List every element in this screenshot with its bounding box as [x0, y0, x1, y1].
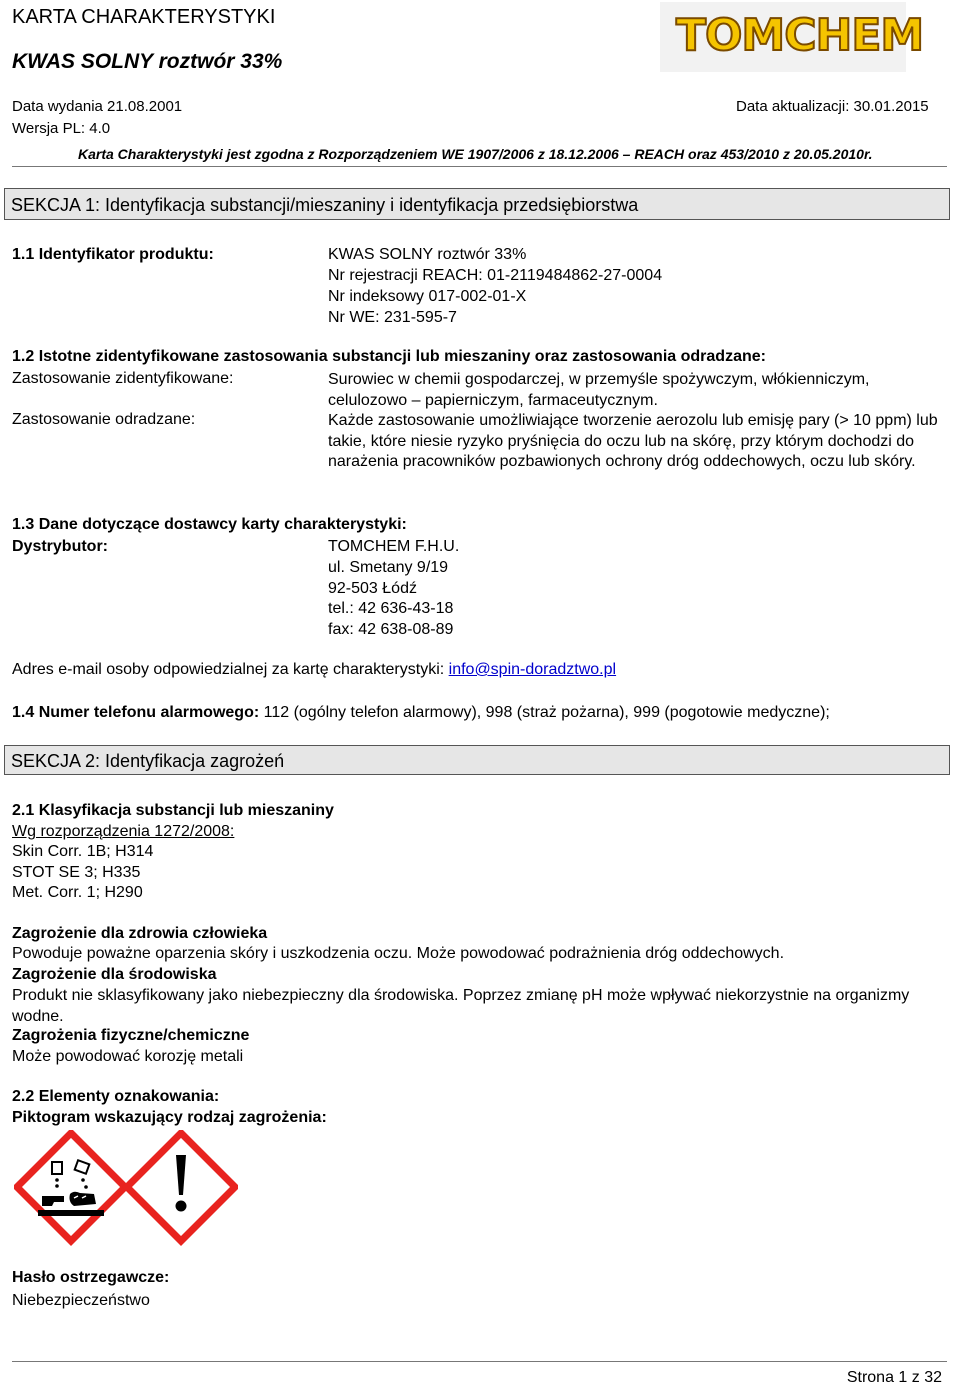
s11-reach-number: Nr rejestracji REACH: 01-2119484862-27-0004 — [328, 267, 663, 284]
s21-regulation: Wg rozporządzenia 1272/2008: — [12, 823, 235, 840]
s12-advised-against-label: Zastosowanie odradzane: — [12, 411, 196, 428]
version: Wersja PL: 4.0 — [12, 120, 111, 137]
s13-email-label: Adres e-mail osoby odpowiedzialnej za kartę charakterystyki: — [12, 661, 449, 678]
s22-signal-label: Hasło ostrzegawcze: — [12, 1269, 170, 1286]
hazard-pictograms — [14, 1130, 238, 1251]
s21-heading: 2.1 Klasyfikacja substancji lub mieszaniny — [12, 802, 334, 819]
s11-ec-number: Nr WE: 231-595-7 — [328, 309, 457, 326]
s21-class-metal: Met. Corr. 1; H290 — [12, 884, 143, 901]
s22-heading: 2.2 Elementy oznakowania: — [12, 1088, 220, 1105]
s12-heading: 1.2 Istotne zidentyfikowane zastosowania substancji lub mieszaniny oraz zastosowania odradzane: — [12, 348, 766, 365]
s11-label: 1.1 Identyfikator produktu: — [12, 246, 214, 263]
s13-heading: 1.3 Dane dotyczące dostawcy karty charakterystyki: — [12, 516, 407, 533]
company-logo — [660, 2, 924, 72]
s11-product-name: KWAS SOLNY roztwór 33% — [328, 246, 527, 263]
header-divider — [12, 166, 947, 167]
section-2-heading-text: SEKCJA 2: Identyfikacja zagrożeń — [11, 751, 285, 771]
footer-divider — [12, 1361, 947, 1362]
s22-signal-word: Niebezpieczeństwo — [12, 1292, 150, 1309]
exclamation-icon — [127, 1133, 235, 1241]
s21-phys-text: Może powodować korozję metali — [12, 1048, 244, 1065]
s13-street: ul. Smetany 9/19 — [328, 559, 449, 576]
s21-class-stot: STOT SE 3; H335 — [12, 864, 141, 881]
section-1-heading-text: SEKCJA 1: Identyfikacja substancji/mieszaniny i identyfikacja przedsiębiorstwa — [11, 195, 639, 215]
s21-env-text: Produkt nie sklasyfikowany jako niebezpieczny dla środowiska. Poprzez zmianę pH może wpływać niekorzystnie na organizmy wodne. — [12, 987, 910, 1025]
s12-advised-against-text: Każde zastosowanie umożliwiające tworzenie aerozolu lub emisję pary (> 10 ppm) lub takie, które niesie ryzyko pryśnięcia do oczu lub na skórę, przy którym dochodzi do narażenia pracowników pozbawionych ochrony dróg oddechowych, oczu lub skóry. — [328, 412, 938, 470]
s13-distributor-label: Dystrybutor: — [12, 538, 109, 555]
product-title: KWAS SOLNY roztwór 33% — [12, 50, 283, 73]
regulation-note: Karta Charakterystyki jest zgodna z Rozporządzeniem WE 1907/2006 z 18.12.2006 – REACH oraz 453/2010 z 20.05.2010r. — [78, 146, 873, 162]
section-2-heading — [4, 745, 950, 775]
corrosion-icon — [17, 1133, 125, 1241]
s11-index-number: Nr indeksowy 017-002-01-X — [328, 288, 527, 305]
s13-email-row — [12, 661, 616, 679]
email-link[interactable]: info@spin-doradztwo.pl — [448, 661, 617, 678]
s13-phone: tel.: 42 636-43-18 — [328, 600, 454, 617]
document-type: KARTA CHARAKTERYSTYKI — [12, 6, 276, 28]
s21-health-heading: Zagrożenie dla zdrowia człowieka — [12, 925, 268, 942]
s13-city: 92-503 Łódź — [328, 580, 417, 597]
s14-row — [12, 704, 830, 722]
page-number: Strona 1 z 32 — [846, 1369, 942, 1386]
s22-pictogram-label: Piktogram wskazujący rodzaj zagrożenia: — [12, 1109, 327, 1126]
issue-date: Data wydania 21.08.2001 — [12, 98, 183, 115]
s21-env-heading: Zagrożenie dla środowiska — [12, 966, 217, 983]
s13-company-name: TOMCHEM F.H.U. — [328, 538, 460, 555]
s21-phys-heading: Zagrożenia fizyczne/chemiczne — [12, 1027, 250, 1044]
s14-label: 1.4 Numer telefonu alarmowego: — [12, 704, 260, 721]
s13-fax: fax: 42 638-08-89 — [328, 621, 454, 638]
s12-identified-label: Zastosowanie zidentyfikowane: — [12, 370, 234, 387]
logo-text: TOMCHEM — [676, 10, 924, 61]
update-date: Data aktualizacji: 30.01.2015 — [736, 98, 929, 115]
section-1-heading — [4, 188, 950, 220]
s12-identified-text: Surowiec w chemii gospodarczej, w przemyśle spożywczym, włókienniczym, celulozowo – papierniczym, farmaceutycznym. — [328, 371, 870, 409]
s14-text: 112 (ogólny telefon alarmowy), 998 (straż pożarna), 999 (pogotowie medyczne); — [259, 704, 830, 721]
s21-class-skin: Skin Corr. 1B; H314 — [12, 843, 154, 860]
s21-health-text: Powoduje poważne oparzenia skóry i uszkodzenia oczu. Może powodować podrażnienia dróg oddechowych. — [12, 945, 785, 962]
